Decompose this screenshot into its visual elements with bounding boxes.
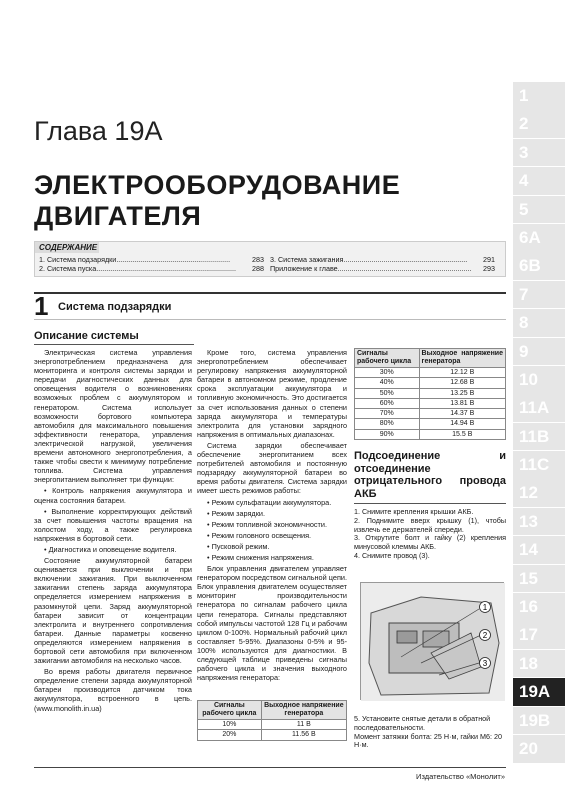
chapter-tab[interactable]: 17 (513, 621, 565, 649)
chapter-tab[interactable]: 1 (513, 82, 565, 110)
chapter-tab[interactable]: 11А (513, 394, 565, 422)
battery-figure (360, 582, 504, 700)
callout-label: 1 (482, 603, 488, 612)
torque-note: Момент затяжки болта: 25 Н·м, гайки М6: 20 Н·м. (354, 731, 503, 750)
chapter-tab[interactable]: 11С (513, 451, 565, 479)
title-line-2: ДВИГАТЕЛЯ (34, 201, 202, 231)
page-title (34, 170, 454, 232)
paragraph: Электрическая система управления энергопотреблением предназначена для мониторинга и контроля системы зарядки и передачи диагностических данных для оповещения водителя о возникновениях возможных проблем с аккумулятором и генератором. Система использует возможности бортового компьютера автомобиля для максимального повышения эффективности генератора, управления электрической нагрузкой, увеличения времени автономного энергопотребления, а также чтобы свести к минимуму потребление топлива. Система управления энергопитанием выполняет три функции: (34, 348, 192, 485)
chapter-tab[interactable]: 5 (513, 196, 565, 224)
footer-rule (34, 767, 506, 768)
table-row: 70% 14.37 В (355, 409, 506, 419)
chapter-tab[interactable]: 18 (513, 650, 565, 678)
paragraph: Состояние аккумуляторной батареи оценивается при выключении и при включении зажигания. При выключенном зажигании степень заряда аккумулятора определяется измерением напряжения в разомкнутой цепи. Заряд аккумуляторной батареи зависит от концентрации электролита и внутреннего сопротивления батареи. Данные параметры косвенно определяются измерением напряжения в бортовой сети автомобиля при включенном зажигании автомобиля на несколько часов. (34, 556, 192, 666)
section-title: Система подзарядки (58, 300, 172, 313)
paragraph: • Режим сульфатации аккумулятора. (207, 497, 332, 507)
table-row: 60% 13.81 В (355, 398, 506, 408)
chapter-tab[interactable]: 19В (513, 707, 565, 735)
paragraph: • Режим топливной экономичности. (207, 519, 327, 529)
chapter-tab[interactable]: 19А (513, 678, 565, 706)
paragraph: • Пусковой режим. (207, 541, 270, 551)
battery-illustration (361, 583, 505, 701)
paragraph: Кроме того, система управления энергопотреблением обеспечивает регулировку напряжения аккумуляторной батареи в автономном режиме, продление срока эксплуатации аккумулятора и топливную экономичность. Это достигается за счет использования данных о степени заряда аккумулятора и температуры электролита для установки зарядного напряжения в оптимальных диапазонах. (197, 348, 347, 439)
battery-connection-heading: Подсоединение и отсоединение отрицательного провода АКБ (354, 450, 506, 504)
chapter-tab[interactable]: 10 (513, 366, 565, 394)
table-header: Сигналы рабочего цикла (355, 349, 420, 368)
steps-list (354, 508, 506, 561)
chapter-tab[interactable]: 16 (513, 593, 565, 621)
chapter-tab[interactable]: 4 (513, 167, 565, 195)
table-row: 40% 12.68 В (355, 378, 506, 388)
chapter-tab[interactable]: 12 (513, 479, 565, 507)
table-row: 10% 11 В (198, 720, 347, 730)
toc-entry[interactable]: 1. Система подзарядки......................................................... 283 (39, 255, 264, 264)
step: 1. Снимите крепления крышки АКБ. (354, 507, 474, 517)
paragraph: Во время работы двигателя первичное определение степени заряда аккумуляторной батареи производится датчиком тока аккумулятора, встроенного в цепь. (www.monolith.in.ua) (34, 667, 192, 713)
paragraph: • Режим зарядки. (207, 508, 265, 518)
chapter-tabs (513, 82, 565, 763)
voltage-table-2 (197, 700, 347, 741)
section-number: 1 (34, 291, 49, 321)
chapter-tab[interactable]: 6В (513, 252, 565, 280)
callout-label: 2 (482, 631, 488, 640)
section-heading (34, 292, 506, 320)
chapter-tab[interactable]: 9 (513, 338, 565, 366)
voltage-table-1 (354, 348, 506, 440)
chapter-tab[interactable]: 14 (513, 536, 565, 564)
chapter-tab[interactable]: 2 (513, 110, 565, 138)
chapter-tab[interactable]: 7 (513, 281, 565, 309)
text-column-3 (354, 348, 506, 561)
table-row: 80% 14.94 В (355, 419, 506, 429)
toc-entry[interactable]: 2. Система пуска...................................................................... 288 (39, 264, 264, 273)
callout-label: 3 (482, 659, 488, 668)
chapter-tab[interactable]: 6А (513, 224, 565, 252)
paragraph: Блок управления двигателем управляет генератором посредством сигнальной цепи. Блок управления двигателем осуществляет мониторинг производительности генератора по сигналам рабочего цикла цепи генератора. Сигналы представляют собой импульсы частотой 128 Гц и рабочим циклом 0-100%. Нормальный рабочий цикл составляет 5-95%. Диапазоны 0-5% и 95-100% используются для диагностики. В следующей таблице приведены сигналы рабочего цикла и значения выходного напряжения генератора: (197, 564, 347, 683)
paragraph: • Выполнение корректирующих действий за счет повышения частоты вращения на холостом ходу, а также регулировка напряжения в бортовой сети. (34, 506, 192, 543)
paragraph: • Диагностика и оповещение водителя. (44, 544, 177, 554)
table-row: 50% 13.25 В (355, 388, 506, 398)
chapter-tab[interactable]: 8 (513, 309, 565, 337)
chapter-tab[interactable]: 3 (513, 139, 565, 167)
publisher: Издательство «Монолит» (416, 772, 505, 781)
toc-heading: СОДЕРЖАНИЕ (35, 242, 99, 253)
text-column-1 (34, 348, 192, 715)
table-row: 90% 15.5 В (355, 429, 506, 439)
step: 4. Снимите провод (3). (354, 551, 430, 561)
step: 5. Установите снятые детали в обратной последовательности. (354, 714, 491, 732)
toc-entry[interactable]: 3. Система зажигания.............................................................. 291 (270, 255, 495, 264)
chapter-tab[interactable]: 11В (513, 423, 565, 451)
text-column-2 (197, 348, 347, 684)
chapter-tab[interactable]: 20 (513, 735, 565, 763)
table-row: 30% 12.12 В (355, 368, 506, 378)
title-line-1: ЭЛЕКТРООБОРУДОВАНИЕ (34, 170, 401, 200)
paragraph: • Контроль напряжения аккумулятора и оценка состояния батареи. (34, 486, 192, 505)
chapter-tab[interactable]: 13 (513, 508, 565, 536)
table-row: 20% 11.56 В (198, 730, 347, 740)
toc-entry[interactable]: Приложение к главе................................................................... 293 (270, 264, 495, 273)
chapter-label: Глава 19А (34, 116, 163, 146)
step: 2. Поднимите вверх крышку (1), чтобы извлечь ее держателей спереди. (354, 515, 506, 534)
table-of-contents (34, 241, 506, 277)
step: 3. Открутите болт и гайку (2) крепления минусовой клеммы АКБ. (354, 533, 506, 552)
table-header: Выходное напряжение генератора (419, 349, 505, 368)
table-header: Сигналы рабочего цикла (198, 701, 262, 720)
paragraph: Система зарядки обеспечивает обеспечение энергопитанием всех потребителей автомобиля и постоянную подзарядку аккумуляторной батареи во время работы двигателя. Система зарядки имеет шесть режимов работы: (197, 440, 347, 496)
subsection-heading: Описание системы (34, 330, 194, 345)
chapter-tab[interactable]: 15 (513, 565, 565, 593)
steps-after-figure (354, 715, 506, 750)
table-header: Выходное напряжение генератора (261, 701, 346, 720)
paragraph: • Режим снижения напряжения. (207, 552, 314, 562)
paragraph: • Режим головного освещения. (207, 530, 312, 540)
